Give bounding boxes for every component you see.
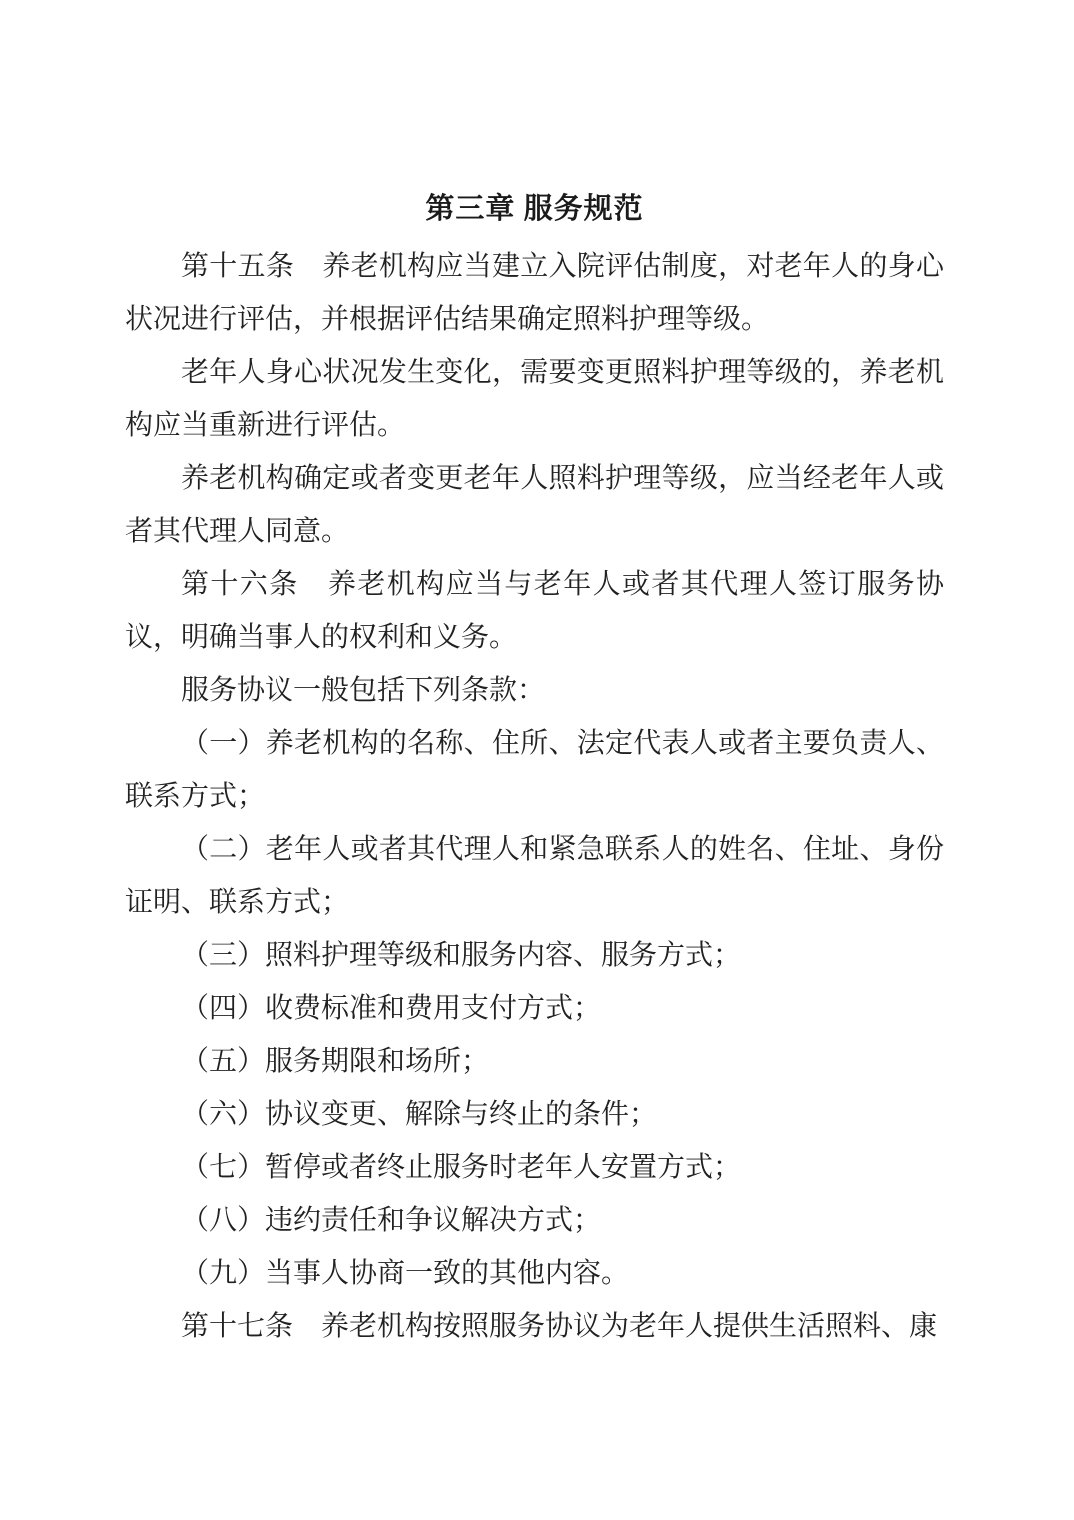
agreement-item-1: （一）养老机构的名称、住所、法定代表人或者主要负责人、联系方式； [125, 728, 944, 812]
article-15-para-2: 老年人身心状况发生变化，需要变更照料护理等级的，养老机构应当重新进行评估。 [125, 357, 944, 441]
agreement-item-3: （三）照料护理等级和服务内容、服务方式； [181, 940, 742, 971]
article-17-opening: 第十七条 养老机构按照服务协议为老年人提供生活照料、康 [181, 1311, 938, 1342]
agreement-item-5: （五）服务期限和场所； [181, 1046, 490, 1077]
agreement-item-9: （九）当事人协商一致的其他内容。 [181, 1258, 630, 1289]
agreement-item-4: （四）收费标准和费用支付方式； [181, 993, 602, 1024]
agreement-item-7: （七）暂停或者终止服务时老年人安置方式； [181, 1152, 742, 1183]
agreement-item-2: （二）老年人或者其代理人和紧急联系人的姓名、住址、身份证明、联系方式； [125, 834, 944, 918]
article-15-para-3: 养老机构确定或者变更老年人照料护理等级，应当经老年人或者其代理人同意。 [125, 463, 944, 547]
agreement-clauses-intro: 服务协议一般包括下列条款： [181, 675, 546, 706]
article-15-opening: 第十五条 养老机构应当建立入院评估制度，对老年人的身心状况进行评估，并根据评估结果确定照料护理等级。 [125, 251, 944, 335]
agreement-item-6: （六）协议变更、解除与终止的条件； [181, 1099, 658, 1130]
article-16-opening: 第十六条 养老机构应当与老年人或者其代理人签订服务协议，明确当事人的权利和义务。 [125, 569, 944, 653]
agreement-item-8: （八）违约责任和争议解决方式； [181, 1205, 602, 1236]
chapter-title: 第三章 服务规范 [425, 193, 644, 225]
